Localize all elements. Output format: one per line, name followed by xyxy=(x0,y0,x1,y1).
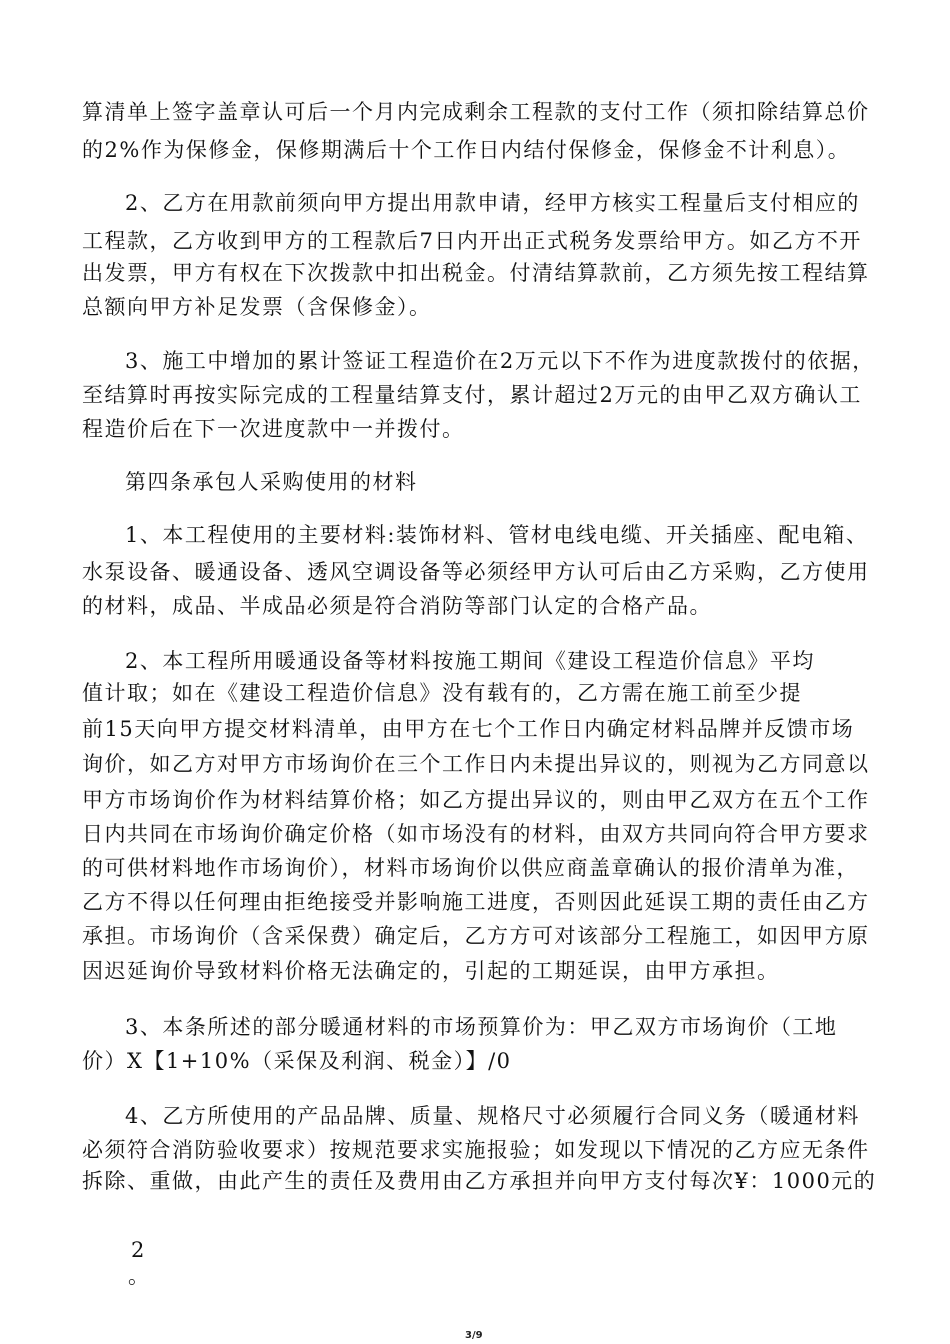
text-line: 乙方不得以任何理由拒绝接受并影响施工进度，否则因此延误工期的责任由乙方 xyxy=(82,890,870,914)
text-line: 的2%作为保修金，保修期满后十个工作日内结付保修金，保修金不计利息）。 xyxy=(82,138,851,162)
text-line: 必须符合消防验收要求）按规范要求实施报验；如发现以下情况的乙方应无条件 xyxy=(82,1138,870,1162)
text-line: 询价，如乙方对甲方市场询价在三个工作日内未提出异议的，则视为乙方同意以 xyxy=(82,752,870,776)
text-line: 前15天向甲方提交材料清单，由甲方在七个工作日内确定材料品牌并反馈市场 xyxy=(82,717,855,741)
text-line: 的可供材料地作市场询价），材料市场询价以供应商盖章确认的报价清单为准， xyxy=(82,856,859,880)
section-heading: 第四条承包人采购使用的材料 xyxy=(125,470,418,494)
text-line: 至结算时再按实际完成的工程量结算支付，累计超过2万元的由甲乙双方确认工 xyxy=(82,383,862,407)
text-line: 水泵设备、暖通设备、透风空调设备等必须经甲方认可后由乙方采购，乙方使用 xyxy=(82,560,870,584)
text-line: 2、乙方在用款前须向甲方提出用款申请，经甲方核实工程量后支付相应的 xyxy=(125,191,860,215)
text-line: 4、乙方所使用的产品品牌、质量、规格尺寸必须履行合同义务（暖通材料 xyxy=(125,1104,860,1128)
text-line: 价）X【1+10%（采保及利润、税金）】/0 xyxy=(82,1049,512,1073)
text-line: 工程款，乙方收到甲方的工程款后7日内开出正式税务发票给甲方。如乙方不开 xyxy=(82,229,862,253)
text-line: 出发票，甲方有权在下次拨款中扣出税金。付清结算款前，乙方须先按工程结算 xyxy=(82,261,870,285)
text-line: 因迟延询价导致材料价格无法确定的，引起的工期延误，由甲方承担。 xyxy=(82,959,780,983)
text-line: 承担。市场询价（含采保费）确定后，乙方方可对该部分工程施工，如因甲方原 xyxy=(82,924,870,948)
text-line: 日内共同在市场询价确定价格（如市场没有的材料，由双方共同向符合甲方要求 xyxy=(82,822,870,846)
text-line: 3、本条所述的部分暖通材料的市场预算价为：甲乙双方市场询价（工地 xyxy=(125,1015,838,1039)
footnote-mark: 2 xyxy=(131,1238,145,1262)
text-line: 的材料，成品、半成品必须是符合消防等部门认定的合格产品。 xyxy=(82,594,712,618)
text-line: 2、本工程所用暖通设备等材料按施工期间《建设工程造价信息》平均 xyxy=(125,649,815,673)
text-line: 算清单上签字盖章认可后一个月内完成剩余工程款的支付工作（须扣除结算总价 xyxy=(82,100,870,124)
text-line: 1、本工程使用的主要材料:装饰材料、管材电线电缆、开关插座、配电箱、 xyxy=(125,523,869,547)
text-line: 值计取；如在《建设工程造价信息》没有载有的，乙方需在施工前至少提 xyxy=(82,681,802,705)
text-line: 程造价后在下一次进度款中一并拨付。 xyxy=(82,417,465,441)
text-line: 甲方市场询价作为材料结算价格；如乙方提出异议的，则由甲乙双方在五个工作 xyxy=(82,788,870,812)
text-line: 总额向甲方补足发票（含保修金）。 xyxy=(82,295,432,319)
page-number: 3/9 xyxy=(465,1330,483,1341)
text-line: 3、施工中增加的累计签证工程造价在2万元以下不作为进度款拨付的依据， xyxy=(125,349,875,373)
text-line: 拆除、重做，由此产生的责任及费用由乙方承担并向甲方支付每次¥：1000元的 xyxy=(82,1169,877,1193)
footnote-dot: 。 xyxy=(128,1264,149,1288)
